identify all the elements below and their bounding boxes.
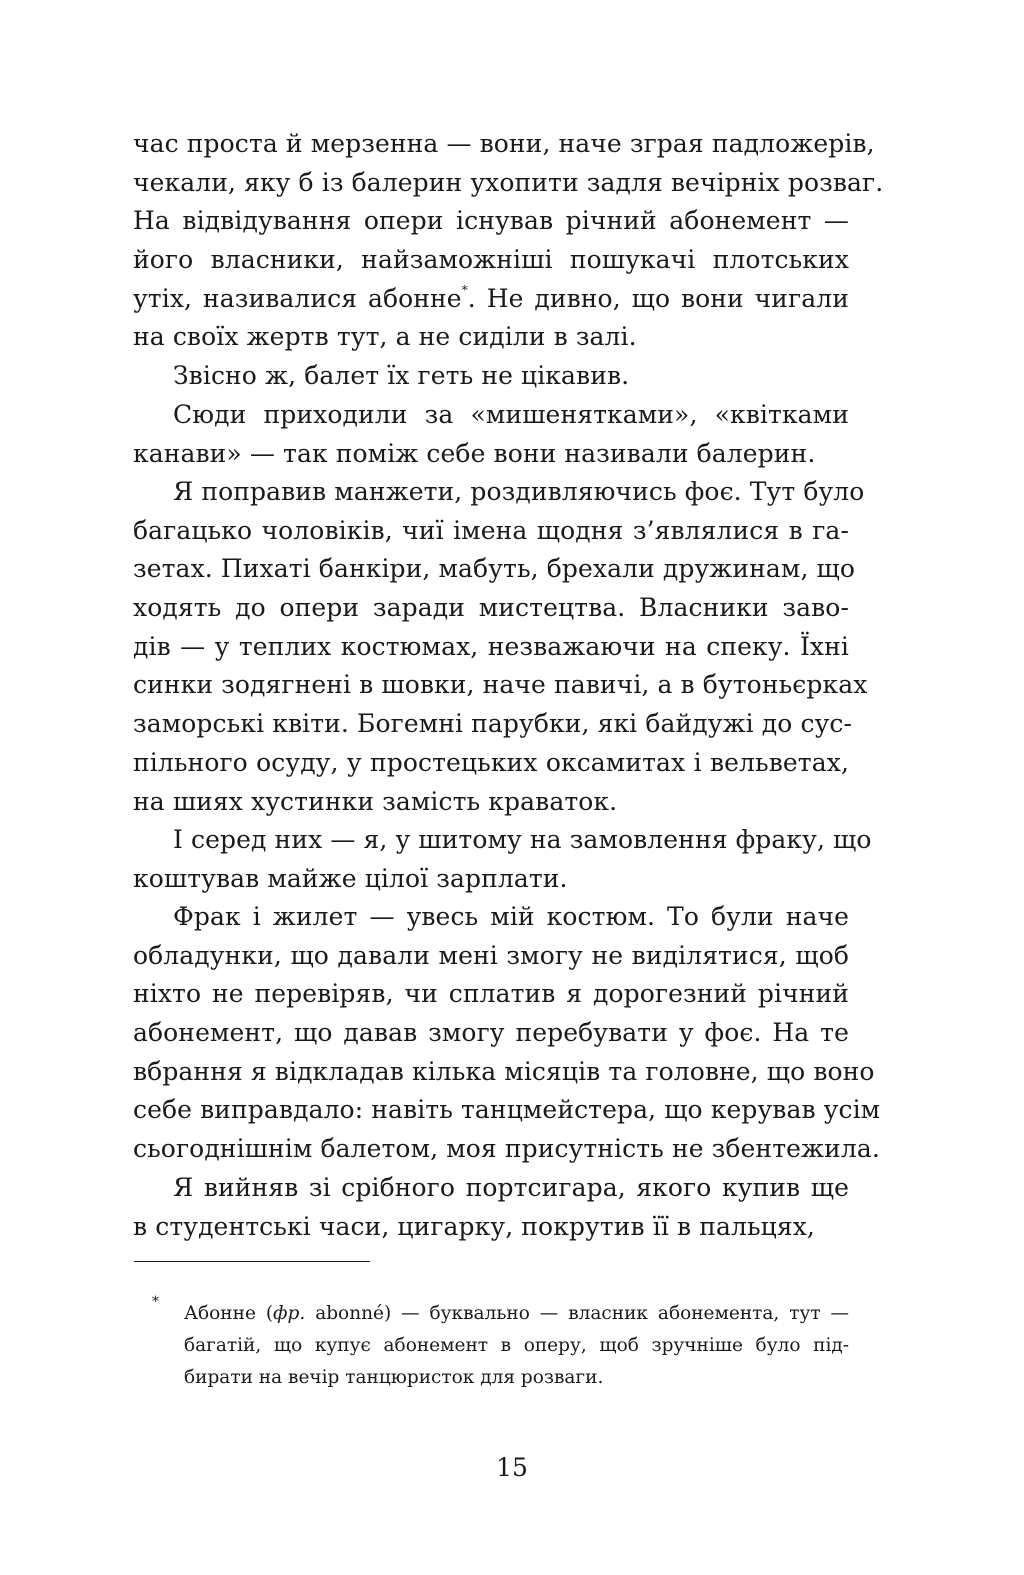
text-line: Я вийняв зі срібного портсигара, якого купив ще [173, 1173, 849, 1202]
language-abbreviation: фр. [273, 1303, 306, 1324]
text-line: синки зодягнені в шовки, наче павичі, а в бутоньєрках [133, 670, 868, 700]
text-line: утіх, називалися абонне*. Не дивно, що вони чигали [133, 282, 849, 313]
footnote-line: багатій, що купує абонемент в оперу, щоб зручніше було під- [184, 1335, 849, 1356]
text-line: І серед них — я, у шитому на замовлення фраку, що [173, 825, 872, 854]
text-line: обладунки, що давали мені змогу не виділятися, щоб [133, 940, 849, 970]
text-line: себе виправдало: навіть танцмейстера, що керував усім [133, 1095, 881, 1125]
text-line: сьогоднішнім балетом, моя присутність не збентежила. [133, 1134, 880, 1164]
paragraph [133, 125, 884, 357]
footnote-line: бирати на вечір танцюристок для розваги. [184, 1367, 604, 1388]
text-line: багацько чоловіків, чиї імена щодня з’являлися в га- [133, 515, 849, 545]
paragraph [133, 1169, 849, 1246]
footnote-line: Абонне (фр. abonné) — буквально — власник абонемента, тут — [184, 1303, 850, 1324]
text-line: його власники, найзаможніші пошукачі плотських [133, 245, 849, 275]
text-line: Фрак і жилет — увесь мій костюм. То були наче [173, 902, 849, 931]
text-line: Я поправив манжети, роздивляючись фоє. Тут було [173, 477, 865, 506]
text-line: час проста й мерзенна — вони, наче зграя падложерів, [133, 129, 875, 158]
text-line: в студентські часи, цигарку, покрутив її в пальцях, [133, 1211, 815, 1241]
paragraph [133, 898, 881, 1169]
text-line: заморські квіти. Богемні парубки, які байдужі до сус- [133, 709, 853, 739]
footnote-divider [134, 1261, 370, 1262]
text-line: на своїх жертв тут, а не сиділи в залі. [133, 322, 637, 352]
text-line: зетах. Пихаті банкіри, мабуть, брехали дружинам, що [133, 554, 856, 584]
text-line: Сюди приходили за «мишенятками», «квітками [173, 400, 849, 429]
footnote [184, 1298, 849, 1394]
text-line: абонемент, що давав змогу перебувати у фоє. На те [133, 1018, 849, 1048]
text-line: ніхто не перевіряв, чи сплатив я дорогезний річний [133, 979, 849, 1009]
paragraph [133, 473, 868, 821]
text-line: Звісно ж, балет їх геть не цікавив. [173, 361, 630, 390]
text-line: канави» — так поміж себе вони називали балерин. [133, 438, 816, 468]
text-line: дів — у теплих костюмах, незважаючи на спеку. Їхні [133, 631, 849, 661]
footnote-marker: * [152, 1294, 159, 1310]
footnote-reference: * [461, 282, 468, 297]
text-line: чекали, яку б із балерин ухопити задля вечірніх розваг. [133, 167, 884, 197]
text-line: ходять до опери заради мистецтва. Власники заво- [133, 593, 849, 623]
text-line: пільного осуду, у простецьких оксамитах і вельветах, [133, 747, 849, 777]
text-line: вбрання я відкладав кілька місяців та головне, що воно [133, 1056, 875, 1086]
paragraph [133, 396, 849, 473]
text-line: коштував майже цілої зарплати. [133, 863, 568, 893]
text-line: На відвідування опери існував річний абонемент — [133, 206, 849, 236]
paragraph [133, 821, 872, 898]
text-line: на шиях хустинки замість краваток. [133, 786, 618, 816]
page-number: 15 [496, 1453, 528, 1482]
paragraph [133, 357, 849, 396]
